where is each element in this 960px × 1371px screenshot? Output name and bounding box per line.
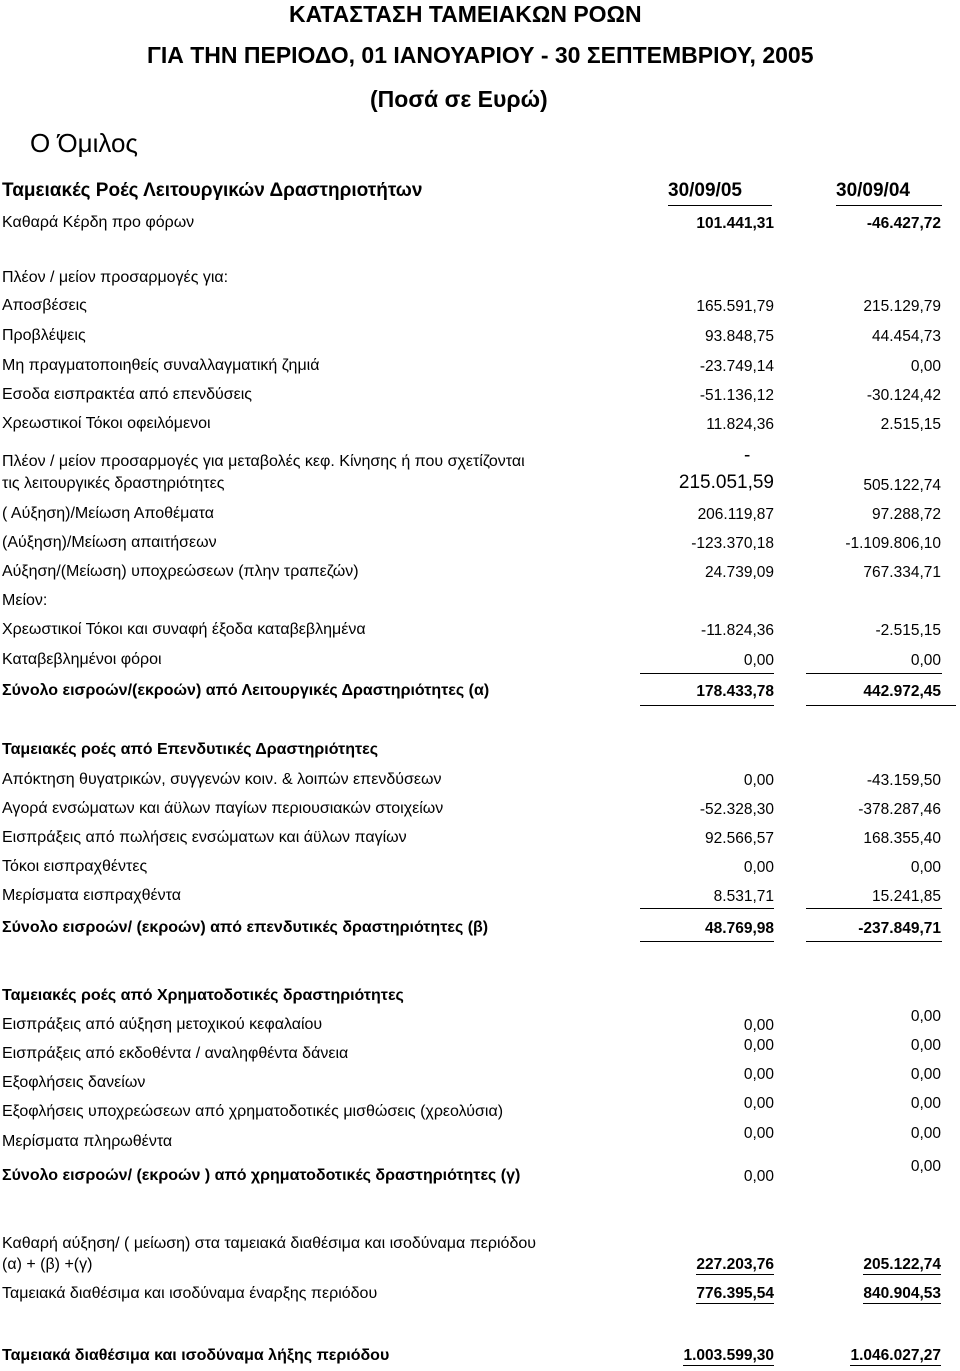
value-2004: 0,00: [910, 1066, 941, 1083]
opening-cash-2005: 776.395,54: [696, 1285, 774, 1302]
subtotal-line: [806, 908, 942, 909]
operating-section-title: Ταμειακές Ροές Λειτουργικών Δραστηριοτήτων: [2, 180, 423, 201]
value-2004: 505.122,74: [863, 477, 941, 494]
opening-cash-label: Ταμειακά διαθέσιμα και ισοδύναμα έναρξης περιόδου: [2, 1285, 378, 1302]
value-2004: 215.129,79: [863, 298, 941, 315]
row-label: Προβλέψεις: [2, 327, 86, 344]
value-2005: 92.566,57: [705, 830, 774, 847]
value-2004: -30.124,42: [866, 387, 941, 404]
investing-section-title: Ταμειακές ροές από Επενδυτικές Δραστηριότητες: [2, 741, 379, 758]
value-2004: 0,00: [910, 859, 941, 876]
subtotal-line: [640, 908, 774, 909]
value-2004: -1.109.806,10: [845, 535, 941, 552]
value-2005: -52.328,30: [699, 801, 774, 818]
value-2005: 8.531,71: [713, 888, 774, 905]
value-2005: 0,00: [743, 1125, 774, 1142]
value-2005: -23.749,14: [699, 358, 774, 375]
closing-cash-label: Ταμειακά διαθέσιμα και ισοδύναμα λήξης περιόδου: [2, 1347, 390, 1364]
value-2005: -51.136,12: [699, 387, 774, 404]
value-2005: 0,00: [743, 652, 774, 669]
value-2004: 0,00: [910, 1037, 941, 1054]
value-2004: 15.241,85: [872, 888, 941, 905]
row-label: Αύξηση/(Μείωση) υποχρεώσεων (πλην τραπεζών): [2, 563, 359, 580]
row-label: Αγορά ενσώματων και άϋλων παγίων περιουσιακών στοιχείων: [2, 800, 444, 817]
column-header-2005: 30/09/05: [668, 180, 742, 201]
column-header-underline: [836, 205, 942, 206]
total-line: [640, 705, 774, 706]
operating-total-2004: 442.972,45: [863, 683, 941, 700]
value-2005: 93.848,75: [705, 328, 774, 345]
value-2004: -2.515,15: [875, 622, 941, 639]
value-2005: 0,00: [743, 1037, 774, 1054]
value-2004: 0,00: [910, 1095, 941, 1112]
opening-cash-2004: 840.904,53: [863, 1285, 941, 1302]
value-2004: 767.334,71: [863, 564, 941, 581]
row-label: Αποσβέσεις: [2, 297, 87, 314]
operating-total-label: Σύνολο εισροών/(εκροών) από Λειτουργικές Δραστηριότητες (α): [2, 682, 490, 699]
value-2005: 24.739,09: [705, 564, 774, 581]
report-title: ΚΑΤΑΣΤΑΣΗ ΤΑΜΕΙΑΚΩΝ ΡΟΩΝ: [289, 1, 642, 27]
net-change-label: Καθαρή αύξηση/ ( μείωση) στα ταμειακά διαθέσιμα και ισοδύναμα περιόδου: [2, 1235, 536, 1252]
row-label: Εισπράξεις από πωλήσεις ενσώματων και άϋλων παγίων: [2, 829, 407, 846]
row-label: Χρεωστικοί Τόκοι οφειλόμενοι: [2, 415, 211, 432]
row-label: τις λειτουργικές δραστηριότητες: [2, 475, 225, 492]
row-label: Εισπράξεις από αύξηση μετοχικού κεφαλαίου: [2, 1016, 323, 1033]
row-label: Εσοδα εισπρακτέα από επενδύσεις: [2, 386, 253, 403]
net-change-2005: 227.203,76: [696, 1256, 774, 1273]
row-label: Εξοφλήσεις υποχρεώσεων από χρηματοδοτικές μισθώσεις (χρεολύσια): [2, 1103, 504, 1120]
row-label: Καταβεβλημένοι φόροι: [2, 651, 162, 668]
value-2004: 168.355,40: [863, 830, 941, 847]
row-label: Χρεωστικοί Τόκοι και συναφή έξοδα καταβεβλημένα: [2, 621, 366, 638]
row-label: Καθαρά Κέρδη προ φόρων: [2, 214, 195, 231]
row-label: Πλέον / μείον προσαρμογές για μεταβολές κεφ. Κίνησης ή που σχετίζονται: [2, 453, 525, 470]
financing-total-2004: 0,00: [910, 1158, 941, 1175]
value-2005: 0,00: [743, 1095, 774, 1112]
row-label: Εισπράξεις από εκδοθέντα / αναληφθέντα δάνεια: [2, 1045, 349, 1062]
closing-cash-2004: 1.046.027,27: [850, 1347, 941, 1364]
adjustments-label: Πλέον / μείον προσαρμογές για:: [2, 269, 229, 286]
column-header-2004: 30/09/04: [836, 180, 910, 201]
financing-section-title: Ταμειακές ροές από Χρηματοδοτικές δραστηριότητες: [2, 987, 404, 1004]
subtotal-line: [640, 673, 774, 674]
row-label: Απόκτηση θυγατρικών, συγγενών κοιν. & λοιπών επενδύσεων: [2, 771, 442, 788]
less-label: Μείον:: [2, 592, 48, 609]
group-label: Ο Όμιλος: [30, 128, 138, 158]
row-label: Εξοφλήσεις δανείων: [2, 1074, 146, 1091]
value-2005: 0,00: [743, 859, 774, 876]
report-period: ΓΙΑ ΤΗΝ ΠΕΡΙΟΔΟ, 01 ΙΑΝΟΥΑΡΙΟΥ - 30 ΣΕΠΤΕΜΒΡΙΟΥ, 2005: [147, 42, 814, 68]
value-2004: -378.287,46: [858, 801, 941, 818]
value-2005: -11.824,36: [701, 622, 774, 639]
value-2004: 2.515,15: [880, 416, 941, 433]
subtotal-line: [806, 673, 942, 674]
value-2004: -46.427,72: [866, 215, 941, 232]
value-2005: -123.370,18: [691, 535, 774, 552]
row-label: Μερίσματα πληρωθέντα: [2, 1133, 173, 1150]
value-2005: 0,00: [743, 1017, 774, 1034]
total-line: [806, 941, 942, 942]
closing-cash-2005: 1.003.599,30: [683, 1347, 774, 1364]
value-2004: 0,00: [910, 1008, 941, 1025]
value-2005: 0,00: [743, 772, 774, 789]
value-2005: 215.051,59: [678, 472, 774, 493]
investing-total-label: Σύνολο εισροών/ (εκροών) από επενδυτικές δραστηριότητες (β): [2, 919, 489, 936]
net-change-2004: 205.122,74: [863, 1256, 941, 1273]
value-2004: 44.454,73: [872, 328, 941, 345]
row-label: (Αύξηση)/Μείωση απαιτήσεων: [2, 534, 217, 551]
operating-total-2005: 178.433,78: [696, 683, 774, 700]
row-label: Τόκοι εισπραχθέντες: [2, 858, 148, 875]
financing-total-label: Σύνολο εισροών/ (εκροών ) από χρηματοδοτικές δραστηριότητες (γ): [2, 1167, 521, 1184]
investing-total-2004: -237.849,71: [858, 920, 941, 937]
value-2005: 206.119,87: [697, 506, 774, 523]
currency-note: (Ποσά σε Ευρώ): [370, 86, 548, 112]
column-header-underline: [668, 205, 772, 206]
value-2005: 11.824,36: [706, 416, 774, 433]
row-label: Μη πραγματοποιηθείς συναλλαγματική ζημιά: [2, 357, 320, 374]
net-change-label-formula: (α) + (β) +(γ): [2, 1256, 93, 1273]
value-2004: 0,00: [910, 1125, 941, 1142]
total-line: [640, 941, 774, 942]
value-sign: -: [744, 445, 751, 466]
investing-total-2005: 48.769,98: [705, 920, 774, 937]
value-2004: 0,00: [910, 358, 941, 375]
value-2005: 165.591,79: [696, 298, 774, 315]
row-label: ( Αύξηση)/Μείωση Αποθέματα: [2, 505, 214, 522]
value-2004: -43.159,50: [866, 772, 941, 789]
row-label: Μερίσματα εισπραχθέντα: [2, 887, 181, 904]
value-2004: 0,00: [910, 652, 941, 669]
financing-total-2005: 0,00: [743, 1168, 774, 1185]
value-2005: 0,00: [743, 1066, 774, 1083]
total-line: [806, 705, 956, 706]
value-2004: 97.288,72: [872, 506, 941, 523]
value-2005: 101.441,31: [696, 215, 774, 232]
